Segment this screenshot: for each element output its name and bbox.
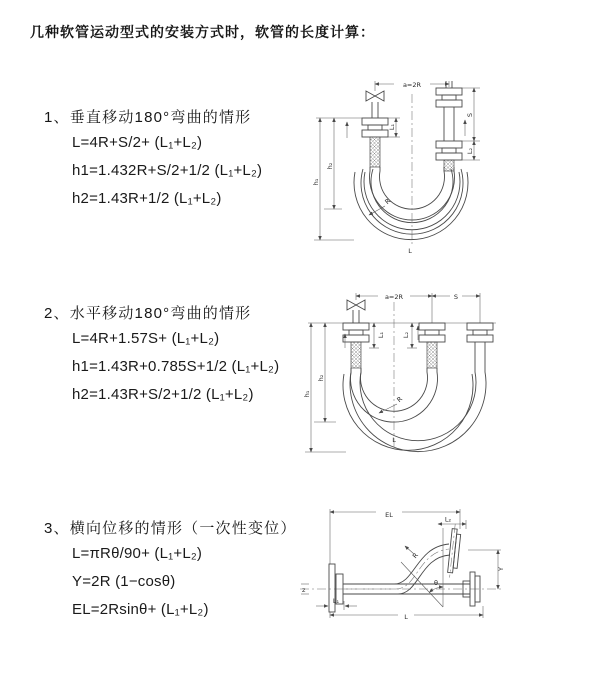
d1-dimension-a2r [375, 79, 449, 91]
section-1-formula-L: L=4R+S/2+ (L₁+L₂) [72, 134, 203, 151]
d2-fixed-pipe [343, 300, 369, 368]
d1-label-l: L [408, 247, 412, 255]
d1-label-l2: L₂ [466, 147, 474, 155]
section-2-formula-h1: h1=1.43R+0.785S+1/2 (L₁+L₂) [72, 358, 280, 375]
section-2-formula-L: L=4R+1.57S+ (L₁+L₂) [72, 330, 220, 347]
braided-hose-section [444, 160, 454, 171]
valve-icon [347, 300, 365, 310]
d1-label-h1: h₁ [312, 178, 320, 186]
section-3-heading: 3、横向位移的情形（一次性变位） [44, 520, 297, 537]
d3-dimension-l2 [438, 516, 466, 530]
section-3-formula-L: L=πRθ/90+ (L₁+L₂) [72, 545, 203, 562]
d3-label-el: EL [385, 511, 393, 519]
d2-label-a2r: a=2R [384, 293, 404, 301]
d1-moving-pipe [436, 81, 462, 171]
d1-hose-loops [354, 167, 468, 240]
d3-angle-construction [401, 528, 443, 607]
d2-label-h1: h₁ [303, 390, 311, 398]
diagram-lateral-displacement [298, 498, 600, 666]
d2-label-h2: h₂ [317, 374, 325, 382]
braided-hose-section [427, 342, 437, 368]
braided-hose-section [370, 137, 380, 167]
page-title: 几种软管运动型式的安装方式时，软管的长度计算： [30, 24, 375, 40]
section-3-formula-EL: EL=2Rsinθ+ (L₁+L₂) [72, 601, 209, 618]
diagram-horizontal-movement-180-bend [300, 282, 590, 460]
d3-dimension-el [330, 505, 460, 564]
d3-dimension-l1 [316, 597, 357, 610]
section-3-formula-Y: Y=2R (1−cosθ) [72, 573, 176, 590]
d1-fixed-pipe [362, 91, 388, 167]
section-1-formula-h2: h2=1.43R+1/2 (L₁+L₂) [72, 190, 222, 207]
d2-moving-pipe-position-2 [467, 323, 493, 342]
d1-label-r: R [383, 197, 393, 207]
d1-label-h2: h₂ [326, 162, 334, 170]
d2-label-l1: L₁ [377, 331, 385, 339]
d2-label-l2: L₂ [402, 331, 410, 339]
d2-label-l: L [392, 436, 396, 444]
d3-label-theta: θ [434, 579, 438, 587]
section-2-heading: 2、水平移动180°弯曲的情形 [44, 305, 252, 322]
d3-label-z: z [302, 586, 306, 594]
d2-hose-loops [343, 342, 486, 452]
d2-label-s: S [453, 293, 459, 301]
d1-label-l1: L₁ [388, 123, 396, 131]
braided-hose-section [351, 342, 361, 368]
d1-label-a2r: a=2R [402, 81, 422, 89]
section-1-heading: 1、垂直移动180°弯曲的情形 [44, 109, 252, 126]
d3-dimension-y [468, 550, 505, 589]
diagram-vertical-movement-180-bend [308, 66, 508, 264]
d2-dimensions-top [356, 292, 480, 324]
d1-label-s: S [466, 112, 474, 118]
d2-label-r: R [395, 394, 405, 404]
d3-label-l2: L₂ [444, 515, 452, 524]
d3-label-r: R [410, 551, 420, 561]
d3-label-y: Y [497, 567, 505, 571]
d3-upper-flange [447, 524, 462, 579]
section-1-formula-h1: h1=1.432R+S/2+1/2 (L₁+L₂) [72, 162, 263, 179]
d3-label-l1: L₁ [332, 597, 340, 605]
d2-moving-pipe-position-1 [419, 323, 445, 368]
d3-radius-leader [405, 546, 420, 560]
section-2-formula-h2: h2=1.43R+S/2+1/2 (L₁+L₂) [72, 386, 254, 403]
d3-dimension-l [330, 606, 483, 621]
valve-icon [366, 91, 384, 101]
d3-label-l: L [404, 613, 408, 621]
